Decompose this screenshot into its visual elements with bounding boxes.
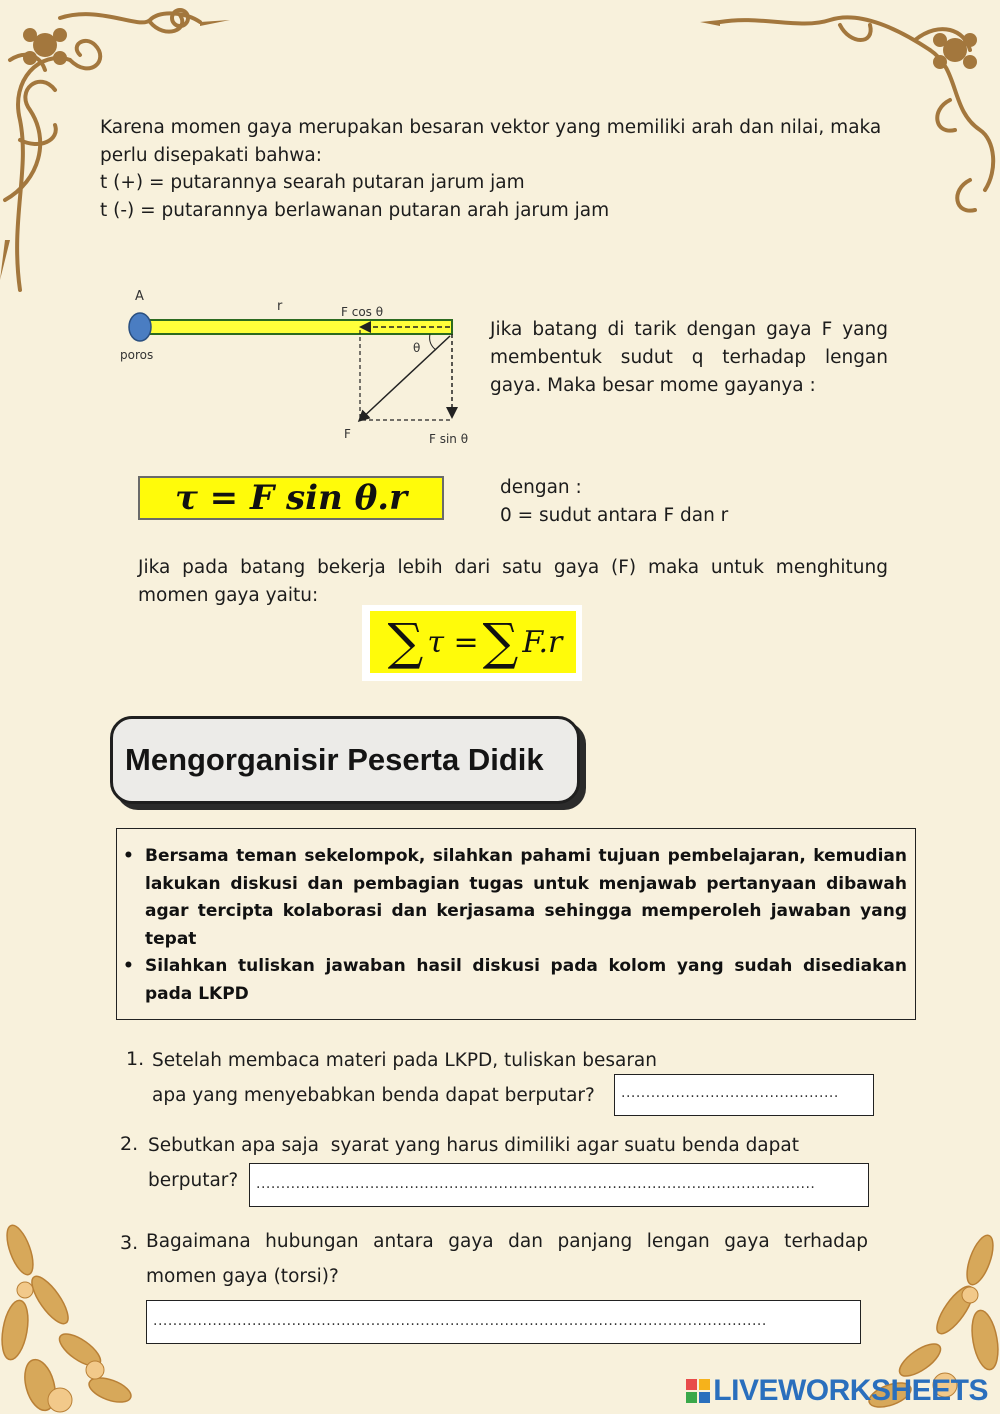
answer-field-3[interactable] (146, 1300, 861, 1344)
question-text: apa yang menyebabkan benda dapat berputar? (152, 1085, 595, 1106)
section-title: Mengorganisir Peserta Didik (125, 742, 544, 777)
question-text: Bagaimana hubungan antara gaya dan panjang lengan gaya terhadap (146, 1231, 868, 1252)
instruction-item: • Silahkan tuliskan jawaban hasil diskusi pada kolom yang sudah disediakan pada LKPD (145, 953, 907, 1008)
intro-line: Karena momen gaya merupakan besaran vektor yang memiliki arah dan nilai, maka (100, 117, 882, 138)
answer-field-2[interactable] (249, 1163, 869, 1207)
question-number: 1. (126, 1048, 145, 1070)
label-a: A (135, 289, 144, 304)
question-number: 2. (120, 1133, 139, 1155)
answer-placeholder: ............................................................................................................................ (153, 1313, 767, 1329)
question-text: momen gaya (torsi)? (146, 1266, 339, 1287)
sigma-symbol: ∑ (482, 613, 519, 671)
question-text: berputar? (148, 1170, 239, 1191)
label-poros: poros (120, 348, 154, 362)
sum-formula (362, 605, 582, 681)
sum-formula-body (370, 611, 576, 673)
question-text: Setelah membaca materi pada LKPD, tuliskan besaran (152, 1050, 657, 1071)
answer-field-1[interactable] (614, 1074, 874, 1116)
question-number: 3. (120, 1232, 139, 1254)
force-arrow (360, 336, 450, 420)
intro-line: t (+) = putarannya searah putaran jarum jam (100, 172, 525, 193)
liveworksheets-logo-icon (685, 1378, 711, 1404)
label-r: r (277, 299, 283, 314)
question-text: Sebutkan apa saja syarat yang harus dimiliki agar suatu benda dapat (148, 1135, 799, 1156)
intro-text (100, 114, 910, 224)
intro-line: perlu disepakati bahwa: (100, 144, 322, 166)
label-theta: θ (413, 341, 421, 355)
sigma-symbol: ∑ (387, 613, 424, 671)
section-title-box (110, 716, 580, 804)
answer-placeholder: ................................................................................................................. (256, 1176, 816, 1192)
answer-placeholder: ............................................ (621, 1085, 839, 1101)
label-f: F (344, 427, 351, 441)
liveworksheets-logo[interactable] (685, 1374, 988, 1408)
legend-line: 0 = sudut antara F dan r (500, 505, 729, 526)
label-fsin: F sin θ (429, 432, 469, 446)
instruction-box (116, 828, 916, 1020)
intro-line: t (-) = putarannya berlawanan putaran arah jarum jam (100, 199, 610, 221)
instruction-list (145, 843, 907, 1009)
label-fcos: F cos θ (341, 305, 384, 319)
pivot-point (129, 313, 151, 341)
legend-title: dengan : (500, 477, 582, 498)
angle-arc (430, 334, 436, 350)
sum-rhs: F.r (522, 624, 563, 660)
formula-legend (500, 474, 800, 530)
instruction-item: • Bersama teman sekelompok, silahkan pahami tujuan pembelajaran, kemudian lakukan diskusi dan pembagian tugas untuk menjawab pertanyaan dibawah agar tercipta kolaborasi dan kerjasama sehingga memperoleh jawaban yang tepat (145, 843, 907, 953)
logo-text: LIVEWORKSHEETS (713, 1374, 988, 1407)
figure-description: Jika batang di tarik dengan gaya F yang membentuk sudut q terhadap lengan gaya. Maka besar mome gayanya : (490, 319, 888, 396)
sum-lhs: τ = (427, 624, 479, 660)
multi-force-text: Jika pada batang bekerja lebih dari satu gaya (F) maka untuk menghitung momen gaya yaitu: (138, 557, 888, 606)
torque-formula: τ = F sin θ.r (138, 476, 444, 520)
torque-diagram (110, 284, 490, 454)
